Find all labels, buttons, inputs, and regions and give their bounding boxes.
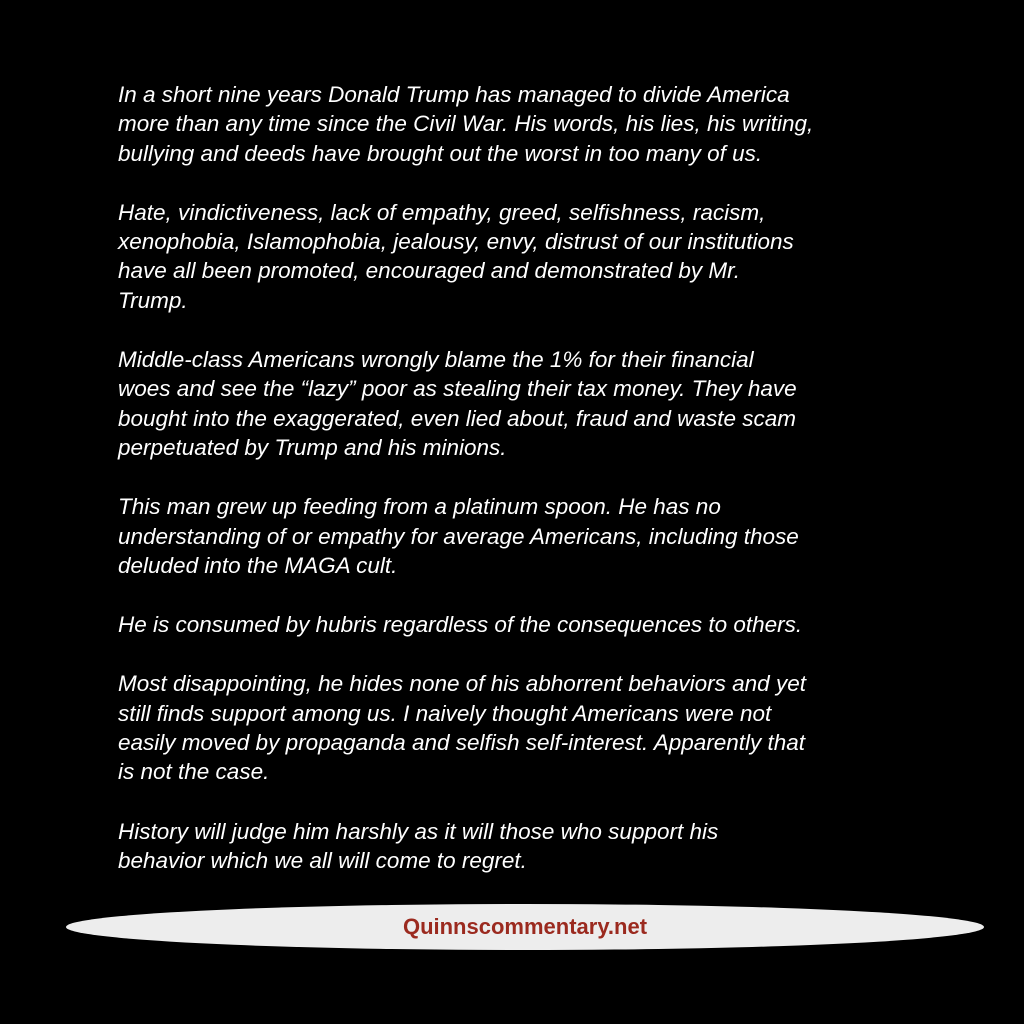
paragraph-3: Middle-class Americans wrongly blame the 1% for their financial woes and see the “lazy” poor as stealing their tax money. They have bought into the exaggerated, even lied about, fraud and waste scam perpetuated by Trump and his minions. [118, 347, 797, 460]
paragraph-7: History will judge him harshly as it will those who support his behavior which we all will come to regret. [118, 818, 719, 873]
paragraph-5: He is consumed by hubris regardless of the consequences to others. [118, 612, 803, 638]
paragraph-6: Most disappointing, he hides none of his abhorrent behaviors and yet still finds support among us. I naively thought Americans were not easily moved by propaganda and selfish self-interest. Apparently that is not the case. [118, 671, 806, 785]
paragraph-4: This man grew up feeding from a platinum spoon. He has no understanding of or empathy for average Americans, including those deluded into the MAGA cult. [118, 494, 799, 578]
website-link[interactable]: Quinnscommentary.net [402, 914, 648, 939]
paragraph-2: Hate, vindictiveness, lack of empathy, greed, selfishness, racism, xenophobia, Islamophobia, jealousy, envy, distrust of our institutions have all been promoted, encouraged and demonstrated by Mr. Trump. [118, 199, 794, 313]
article-body [118, 80, 918, 905]
footer-banner [66, 904, 984, 950]
paragraph-1: In a short nine years Donald Trump has managed to divide America more than any time since the Civil War. His words, his lies, his writing, bullying and deeds have brought out the worst in too many of us. [118, 82, 814, 166]
